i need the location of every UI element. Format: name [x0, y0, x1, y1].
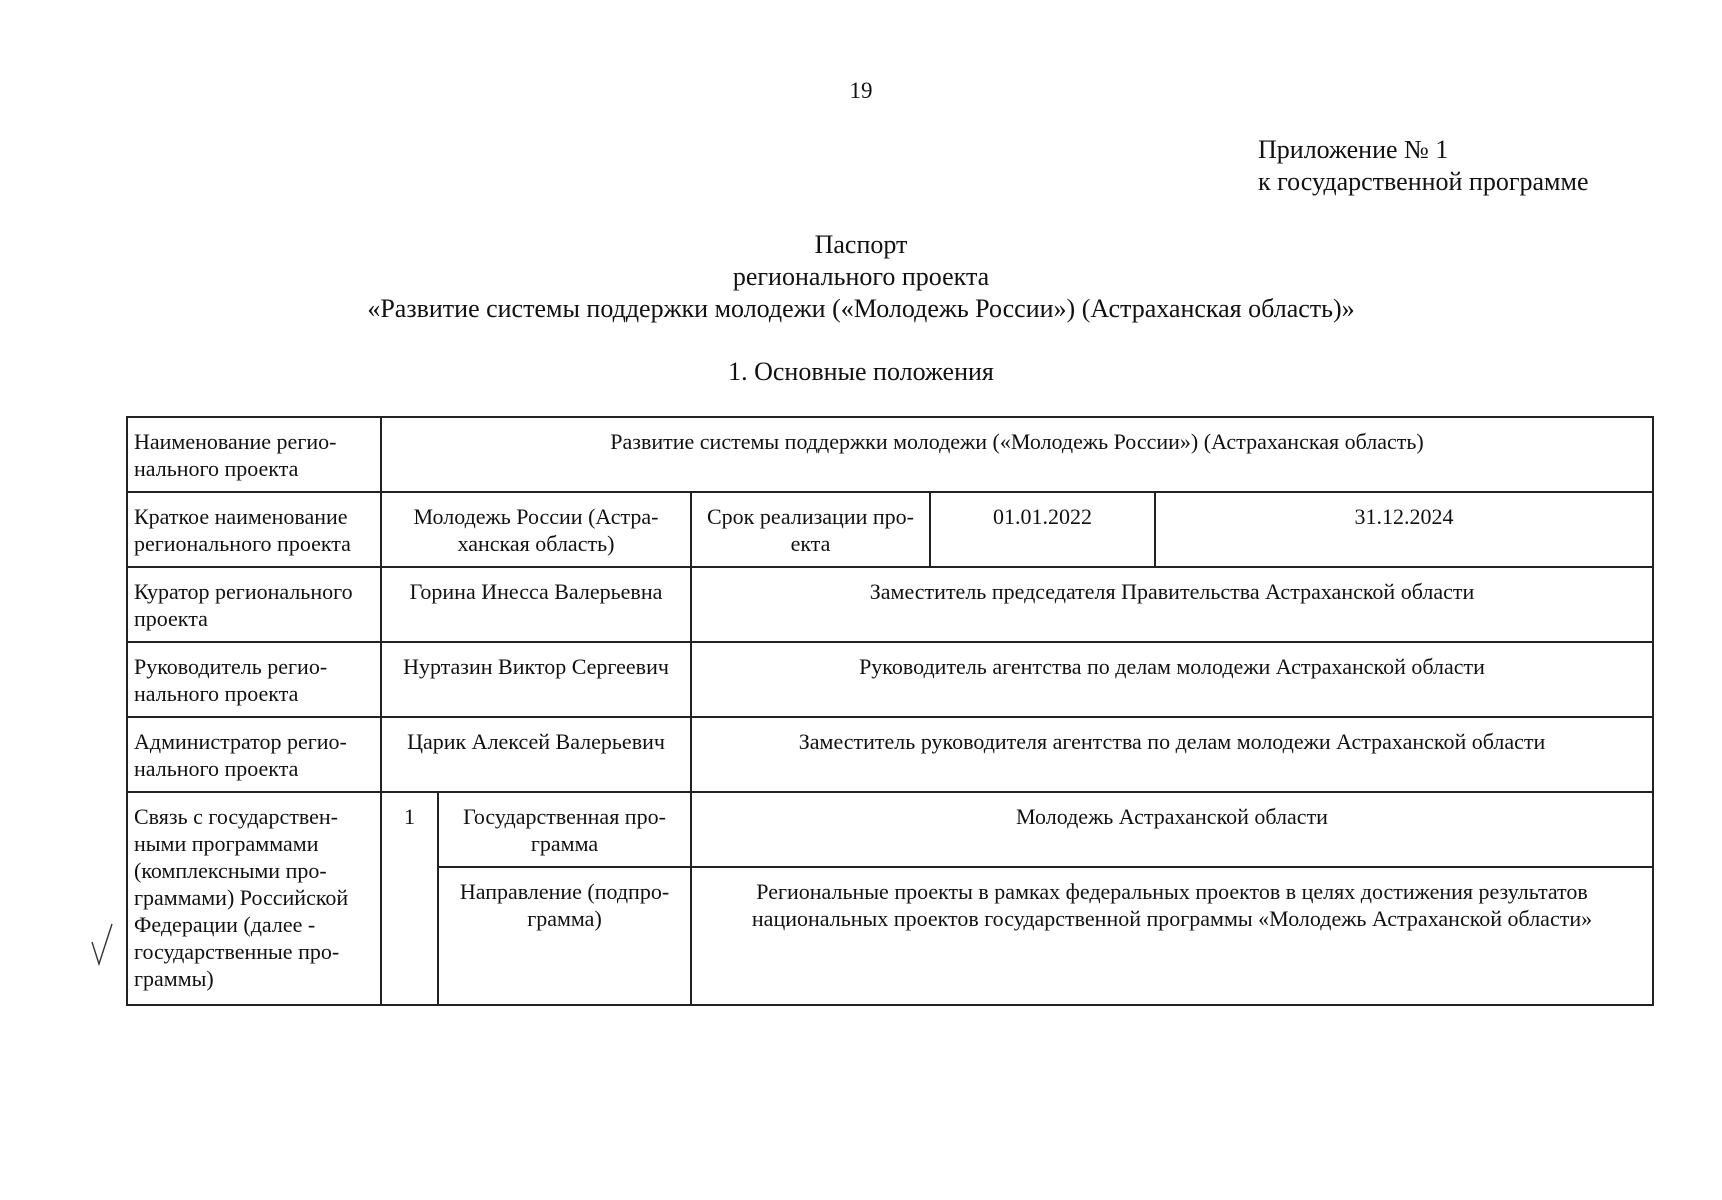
title-line-2: регионального проекта — [732, 262, 990, 291]
program-index: 1 — [381, 792, 438, 1005]
end-date: 31.12.2024 — [1155, 492, 1653, 567]
curator-position: Заместитель председателя Правительства Астраханской области — [691, 567, 1653, 642]
title-line-3: «Развитие системы поддержки молодежи («Молодежь России») (Астраханская область)» — [367, 294, 1355, 323]
handwritten-check-mark-icon — [86, 920, 118, 970]
administrator-name: Царик Алексей Валерьевич — [381, 717, 691, 792]
row-label-project-name: Наименование регио-нального проекта — [127, 417, 381, 492]
page-number: 19 — [849, 78, 873, 103]
row-label-curator: Куратор регионального проекта — [127, 567, 381, 642]
row-label-head: Руководитель регио-нального проекта — [127, 642, 381, 717]
table-row-state-programs — [127, 792, 1653, 867]
project-name-value: Развитие системы поддержки молодежи («Молодежь России») (Астраханская область) — [381, 417, 1653, 492]
start-date: 01.01.2022 — [930, 492, 1155, 567]
state-program-value: Молодежь Астраханской области — [691, 792, 1653, 867]
row-label-administrator: Администратор регио-нального проекта — [127, 717, 381, 792]
table-row-administrator — [127, 717, 1653, 792]
table-row-curator — [127, 567, 1653, 642]
curator-name: Горина Инесса Валерьевна — [381, 567, 691, 642]
state-program-label: Государственная про-грамма — [438, 792, 691, 867]
row-label-short-name: Краткое наименование регионального проекта — [127, 492, 381, 567]
appendix-caption — [1258, 134, 1589, 198]
administrator-position: Заместитель руководителя агентства по делам молодежи Астраханской области — [691, 717, 1653, 792]
section-heading: 1. Основные положения — [728, 357, 994, 386]
title-line-1: Паспорт — [814, 230, 908, 259]
direction-value: Региональные проекты в рамках федеральных проектов в целях достижения результатов национальных проектов государственной программы «Молодежь Астраханской области» — [691, 867, 1653, 1005]
period-label: Срок реализации про-екта — [691, 492, 930, 567]
head-position: Руководитель агентства по делам молодежи Астраханской области — [691, 642, 1653, 717]
appendix-line-1: Приложение № 1 — [1258, 135, 1449, 164]
head-name: Нуртазин Виктор Сергеевич — [381, 642, 691, 717]
table-row-head — [127, 642, 1653, 717]
document-title — [0, 229, 1722, 325]
short-name-value: Молодежь России (Астра-ханская область) — [381, 492, 691, 567]
table-row-short-name — [127, 492, 1653, 567]
project-passport-table — [126, 416, 1654, 1006]
appendix-line-2: к государственной программе — [1258, 167, 1589, 196]
row-label-state-programs: Связь с государствен-ными программами (комплексными про-граммами) Российской Федерации (далее - государственные про-граммы) — [127, 792, 381, 1005]
table-row-project-name — [127, 417, 1653, 492]
direction-label: Направление (подпро-грамма) — [438, 867, 691, 1005]
